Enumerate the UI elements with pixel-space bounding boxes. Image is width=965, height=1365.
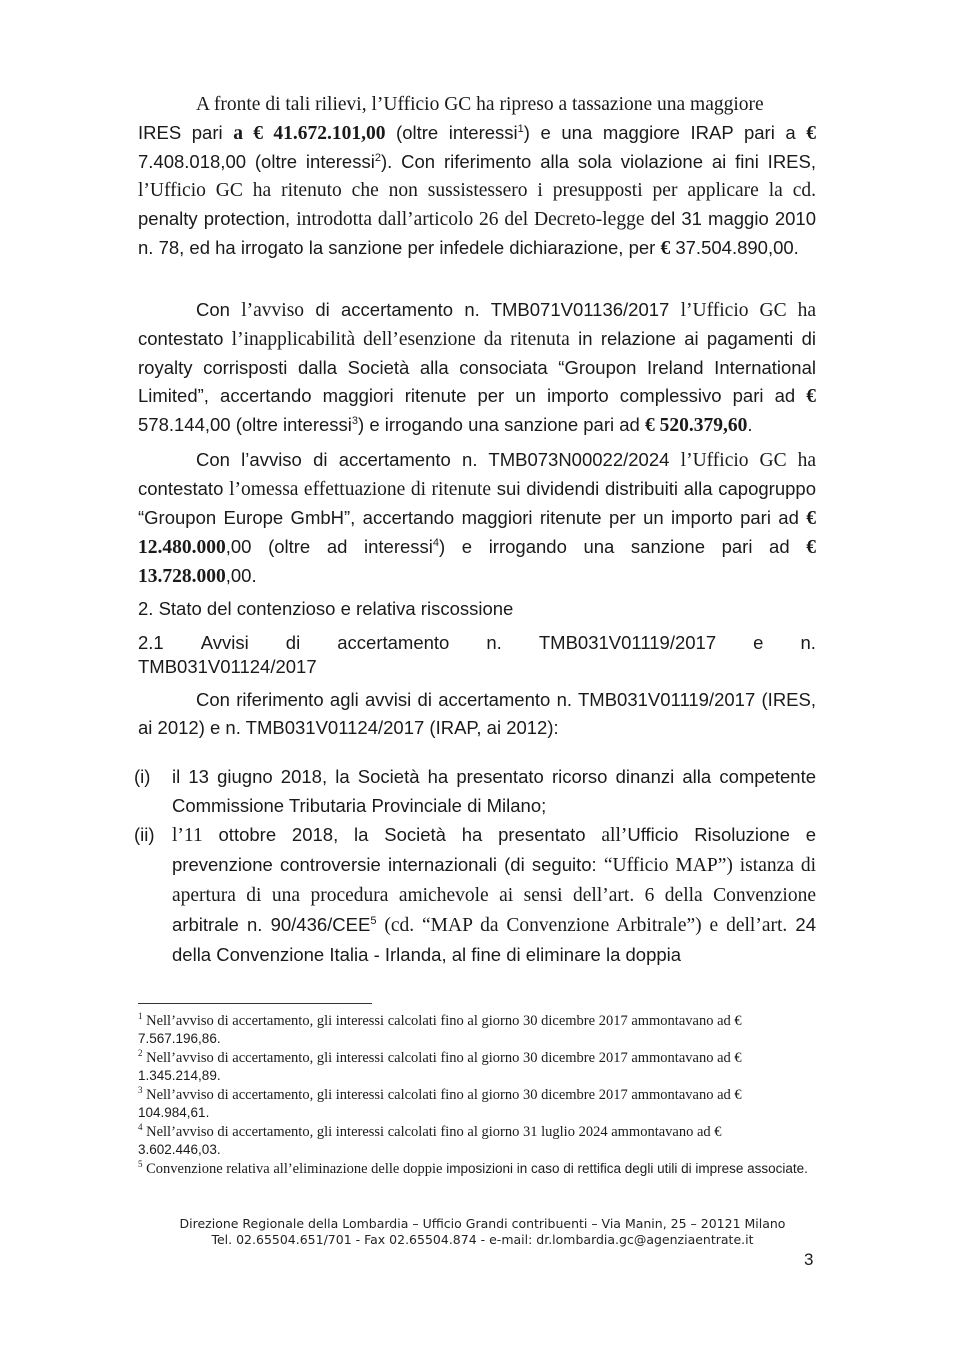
footnote-text: imposizioni in caso di rettifica degli utili di imprese associate. [442, 1161, 808, 1176]
p1-text: l’Ufficio GC ha ritenuto che non sussistessero i presupposti per applicare la cd. [138, 180, 816, 201]
footnote-ref-4[interactable]: 4 [432, 536, 440, 549]
page-number: 3 [804, 1250, 814, 1269]
ires-amount: a € 41.672.101,00 [233, 123, 386, 144]
p1-text: IRES pari [138, 122, 234, 143]
p3-text: Con l’avviso di accertamento n. TMB073N00022/2024 [196, 449, 681, 470]
royalty-sanction-amount: € 520.379,60 [644, 415, 748, 436]
footnotes [138, 1012, 816, 1179]
footnote-3 [138, 1086, 816, 1122]
heading-word: di [285, 632, 301, 653]
heading-word: n. [486, 632, 502, 653]
item-label: (ii) [134, 824, 155, 845]
item-label: (i) [134, 766, 151, 787]
item-text: il 13 giugno 2018, la Società ha presentato ricorso dinanzi alla competente Commissione Tributaria Provinciale di Milano; [172, 766, 816, 816]
p2-text: l’inapplicabilità dell’esenzione da ritenuta [231, 329, 570, 350]
footnote-number: 3 [138, 1085, 143, 1096]
p3-text: ) e irrogando una sanzione pari ad [439, 536, 807, 557]
item-text: Ufficio Risoluzione e prevenzione controversie internazionali (di seguito: [172, 824, 816, 875]
footnote-number: 1 [138, 1011, 143, 1022]
footnote-4 [138, 1123, 816, 1159]
footnote-text: Nell’avviso di accertamento, gli interessi calcolati fino al giorno 30 dicembre 2017 ammontavano ad € [146, 1050, 742, 1066]
heading-word: accertamento [337, 632, 450, 653]
p3-text: l’omessa effettuazione di ritenute [229, 479, 492, 500]
euro-sign: € [806, 123, 817, 144]
list-item [134, 820, 817, 969]
p3-text: contestato [138, 478, 230, 499]
euro-sign: € [660, 238, 671, 259]
p3-text: ,00. [225, 565, 257, 586]
footer-contacts: Tel. 02.65504.651/701 - Fax 02.65504.874 - e-mail: dr.lombardia.gc@agenziaentrate.it [211, 1232, 754, 1247]
subsection-heading [138, 631, 816, 679]
item-text: arbitrale n. 90/436/CEE [172, 914, 371, 935]
p1-text: (oltre interessi [385, 122, 518, 143]
dividends-sanction-amount: € 13.728.000 [138, 537, 816, 587]
item-text: 24 della Convenzione Italia - Irlanda, al fine di eliminare la doppia [172, 914, 816, 965]
paragraph-ires-irap [138, 90, 816, 263]
heading-word: e [753, 632, 764, 653]
item-text: (cd. “MAP da Convenzione Arbitrale”) e dell’art. [376, 915, 788, 936]
footnote-number: 4 [138, 1122, 143, 1133]
p2-text: in relazione ai pagamenti di royalty corrisposti dalla Società alla consociata “Groupon Ireland International Limited”, accertando maggiori ritenute per un importo complessivo pari ad [138, 328, 816, 406]
footnote-5 [138, 1160, 816, 1178]
p1-text: A fronte di tali rilievi, l’Ufficio GC ha ripreso a tassazione una maggiore [196, 94, 764, 115]
footnote-number: 2 [138, 1048, 143, 1059]
footer-address: Direzione Regionale della Lombardia – Ufficio Grandi contribuenti – Via Manin, 25 – 20121 Milano [179, 1216, 786, 1231]
subsection-heading-line [138, 631, 816, 655]
p1-text: del 31 maggio 2010 n. 78, ed ha irrogato la sanzione per infedele dichiarazione, per [138, 208, 816, 258]
p2-text: 578.144,00 (oltre interessi [138, 414, 352, 435]
heading-word: Avvisi [200, 632, 249, 653]
item-text: ottobre 2018, la Società ha presentato [202, 824, 602, 845]
p3-text: l’Ufficio GC ha [680, 450, 816, 471]
footnote-text: Nell’avviso di accertamento, gli interessi calcolati fino al giorno 30 dicembre 2017 ammontavano ad € [146, 1087, 742, 1103]
irap-amount: 7.408.018,00 (oltre interessi [138, 151, 375, 172]
p3-text: ,00 (oltre ad interessi [225, 536, 433, 557]
p2-text: l’avviso [241, 300, 305, 321]
p1-text: ). Con riferimento alla sola violazione ai fini IRES, [380, 151, 816, 172]
heading-word: TMB031V01119/2017 [538, 632, 717, 653]
footnote-amount: 104.984,61. [138, 1105, 210, 1120]
p2-text: contestato [138, 328, 232, 349]
subsection-heading-line2: TMB031V01124/2017 [138, 656, 317, 677]
page-footer [0, 1216, 965, 1248]
p1-text: penalty protection, [138, 208, 297, 229]
footnote-separator [138, 1003, 372, 1004]
footnote-ref-3[interactable]: 3 [351, 414, 359, 427]
footnote-text: Nell’avviso di accertamento, gli interessi calcolati fino al giorno 30 dicembre 2017 ammontavano ad € [146, 1013, 742, 1029]
paragraph-royalty [138, 296, 816, 440]
item-text: all’ [601, 825, 628, 846]
item-text: l’11 [172, 825, 203, 846]
heading-word: 2.1 [138, 632, 164, 653]
p2-text: di accertamento n. TMB071V01136/2017 [304, 299, 681, 320]
footnote-amount: 7.567.196,86. [138, 1031, 221, 1046]
footnote-ref-2[interactable]: 2 [374, 151, 381, 164]
footnote-amount: 3.602.446,03. [138, 1142, 221, 1157]
footnote-ref-1[interactable]: 1 [517, 122, 524, 135]
p1-text: ) e una maggiore IRAP pari a [523, 122, 807, 143]
footnote-text: Nell’avviso di accertamento, gli interessi calcolati fino al giorno 31 luglio 2024 ammontavano ad € [146, 1124, 722, 1140]
section-heading: 2. Stato del contenzioso e relativa riscossione [138, 598, 514, 619]
p3-text: sui dividendi distribuiti alla capogruppo “Groupon Europe GmbH”, accertando maggiori ritenute per un importo pari ad [138, 478, 816, 528]
footnote-ref-5[interactable]: 5 [370, 914, 377, 927]
footnote-2 [138, 1049, 816, 1085]
list-item [134, 762, 816, 820]
footnote-1 [138, 1012, 816, 1048]
footnote-number: 5 [138, 1159, 143, 1170]
p1-text: introdotta dall’articolo 26 del Decreto-legge [296, 209, 645, 230]
dividends-amount: € 12.480.000 [138, 508, 816, 558]
procedure-list [134, 762, 817, 969]
heading-word: n. [800, 632, 816, 653]
footnote-text: Convenzione relativa all’eliminazione delle doppie [146, 1161, 443, 1177]
paragraph-appeals-intro: Con riferimento agli avvisi di accertamento n. TMB031V01119/2017 (IRES, ai 2012) e n. TMB031V01124/2017 (IRAP, ai 2012): [138, 689, 816, 738]
item-text: “Ufficio MAP”) istanza di apertura di una procedura amichevole ai sensi dell’art. 6 della Convenzione [172, 855, 817, 906]
p2-text: . [747, 414, 753, 435]
paragraph-dividends [138, 446, 816, 591]
sanction-amount: 37.504.890,00. [670, 237, 799, 258]
footnote-amount: 1.345.214,89. [138, 1068, 221, 1083]
p2-text: Con [196, 299, 242, 320]
euro-sign: € [806, 386, 816, 407]
p2-text: l’Ufficio GC ha [680, 300, 817, 321]
p2-text: ) e irrogando una sanzione pari ad [358, 414, 645, 435]
